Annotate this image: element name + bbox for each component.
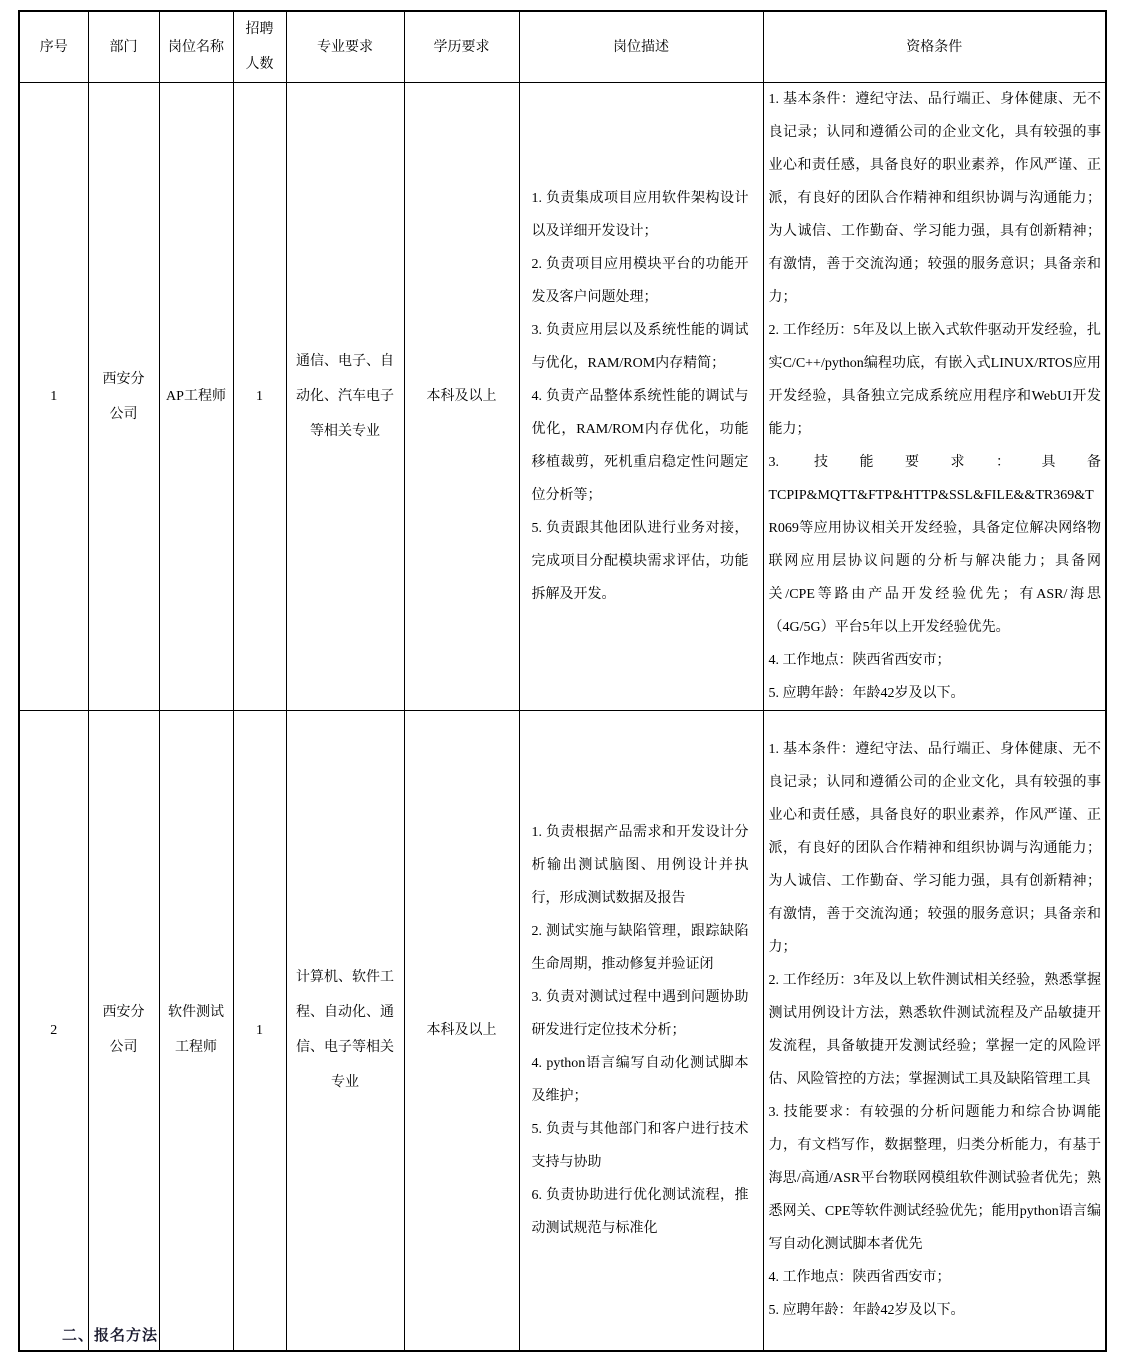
description-text — [520, 182, 763, 611]
seq-value: 1 — [50, 389, 58, 405]
header-position-label: 岗位名称 — [168, 39, 224, 55]
text-line: 2. 工作经历：3年及以上软件测试相关经验，熟悉掌握测试用例设计方法，熟悉软件测试流程及产品敏捷开发流程，具备敏捷开发测试经验；掌握一定的风险评估、风险管控的方法；掌握测试工具及缺陷管理工具 — [768, 973, 1101, 1088]
header-department-label: 部门 — [109, 39, 138, 55]
text-line: 1. 基本条件：遵纪守法、品行端正、身体健康、无不良记录；认同和遵循公司的企业文化，具有较强的事业心和责任感，具备良好的职业素养，作风严谨、正派，有良好的团队合作精神和组织协调与沟通能力；为人诚信、工作勤奋、学习能力强，具有创新精神；有激情，善于交流沟通；较强的服务意识；具备亲和力； — [768, 92, 1101, 305]
qualification-text — [764, 733, 1106, 1327]
headcount-value: 1 — [256, 389, 263, 405]
department-value: 西安分公司 — [102, 371, 145, 422]
table-row-2 — [19, 711, 1106, 1351]
text-line: 4. 负责产品整体系统性能的调试与优化，RAM/ROM内存优化，功能移植裁剪，死机重启稳定性问题定位分析等； — [531, 389, 749, 503]
cell-qualification-1 — [763, 83, 1106, 711]
department-value: 西安分公司 — [102, 1005, 145, 1056]
header-education — [404, 11, 519, 83]
cell-position-1 — [159, 83, 233, 711]
header-department — [88, 11, 159, 83]
recruitment-table — [18, 10, 1107, 1352]
text-line: 5. 负责跟其他团队进行业务对接，完成项目分配模块需求评估，功能拆解及开发。 — [531, 521, 749, 602]
text-line: 5. 应聘年龄：年龄42岁及以下。 — [768, 1303, 965, 1319]
text-line: 1. 负责根据产品需求和开发设计分析输出测试脑图、用例设计并执行，形成测试数据及报告 — [531, 824, 749, 906]
table-row-1 — [19, 83, 1106, 711]
headcount-value: 1 — [256, 1022, 263, 1038]
cell-description-2 — [519, 711, 763, 1351]
text-line: 2. 工作经历：5年及以上嵌入式软件驱动开发经验，扎实C/C++/python编程功底，有嵌入式LINUX/RTOS应用开发经验，具备独立完成系统应用程序和WebUI开发能力； — [768, 323, 1101, 437]
header-row — [19, 11, 1106, 83]
text-line: 5. 应聘年龄：年龄42岁及以下。 — [768, 686, 965, 701]
header-major — [286, 11, 404, 83]
position-value: 软件测试工程师 — [168, 1005, 224, 1056]
cell-education-2 — [404, 711, 519, 1351]
header-position — [159, 11, 233, 83]
description-text — [520, 816, 763, 1245]
header-education-label: 学历要求 — [433, 39, 490, 55]
cell-position-2 — [159, 711, 233, 1351]
header-description-label: 岗位描述 — [613, 39, 669, 55]
clipped-text-fragment — [62, 1328, 282, 1335]
education-value: 本科及以上 — [426, 1022, 497, 1038]
cell-major-2 — [286, 711, 404, 1351]
education-value: 本科及以上 — [426, 389, 497, 405]
qualification-text — [764, 83, 1106, 710]
header-major-label: 专业要求 — [317, 39, 373, 55]
position-value: AP工程师 — [166, 389, 226, 405]
seq-value: 2 — [50, 1022, 58, 1038]
cell-description-1 — [519, 83, 763, 711]
text-line: 1. 基本条件：遵纪守法、品行端正、身体健康、无不良记录；认同和遵循公司的企业文化，具有较强的事业心和责任感，具备良好的职业素养，作风严谨、正派，有良好的团队合作精神和组织协调与沟通能力；为人诚信、工作勤奋、学习能力强，具有创新精神；有激情，善于交流沟通；较强的服务意识；具备亲和力； — [768, 742, 1101, 956]
cell-department-2 — [88, 711, 159, 1351]
header-qualification — [763, 11, 1106, 83]
major-value: 计算机、软件工程、自动化、通信、电子等相关专业 — [296, 970, 394, 1091]
cell-seq-2 — [19, 711, 88, 1351]
text-line: 4. python语言编写自动化测试脚本及维护； — [531, 1055, 749, 1104]
major-value: 通信、电子、自动化、汽车电子等相关专业 — [296, 354, 394, 439]
text-line: 3. 技能要求：具备TCPIP&MQTT&FTP&HTTP&SSL&FILE&&TR369&TR069等应用协议相关开发经验，具备定位解决网络物联网应用层协议问题的分析与解决能力；具备网关/CPE等路由产品开发经验优先；有ASR/海思（4G/5G）平台5年以上开发经验优先。 — [768, 455, 1101, 635]
header-description — [519, 11, 763, 83]
cell-education-1 — [404, 83, 519, 711]
text-line: 3. 负责对测试过程中遇到问题协助研发进行定位技术分析； — [531, 989, 749, 1038]
header-qualification-label: 资格条件 — [906, 39, 963, 55]
text-line: 4. 工作地点：陕西省西安市； — [768, 653, 951, 668]
cell-headcount-2 — [233, 711, 286, 1351]
header-seq — [19, 11, 88, 83]
text-line: 2. 负责项目应用模块平台的功能开发及客户问题处理； — [531, 257, 749, 305]
header-headcount-label: 招聘人数 — [245, 22, 274, 72]
header-headcount — [233, 11, 286, 83]
text-line: 2. 测试实施与缺陷管理，跟踪缺陷生命周期，推动修复并验证闭 — [531, 923, 749, 972]
cell-department-1 — [88, 83, 159, 711]
cell-seq-1 — [19, 83, 88, 711]
text-line: 5. 负责与其他部门和客户进行技术支持与协助 — [531, 1121, 749, 1170]
cell-qualification-2 — [763, 711, 1106, 1351]
text-line: 3. 负责应用层以及系统性能的调试与优化，RAM/ROM内存精简； — [531, 323, 749, 371]
text-line: 6. 负责协助进行优化测试流程，推动测试规范与标准化 — [531, 1187, 749, 1236]
cell-headcount-1 — [233, 83, 286, 711]
text-line: 4. 工作地点：陕西省西安市； — [768, 1270, 951, 1286]
cell-major-1 — [286, 83, 404, 711]
header-seq-label: 序号 — [39, 39, 68, 55]
text-line: 3. 技能要求：有较强的分析问题能力和综合协调能力，有文档写作，数据整理，归类分析能力，有基于海思/高通/ASR平台物联网模组软件测试验者优先；熟悉网关、CPE等软件测试经验优先；能用python语言编写自动化测试脚本者优先 — [768, 1105, 1101, 1253]
text-line: 1. 负责集成项目应用软件架构设计以及详细开发设计； — [531, 191, 749, 239]
